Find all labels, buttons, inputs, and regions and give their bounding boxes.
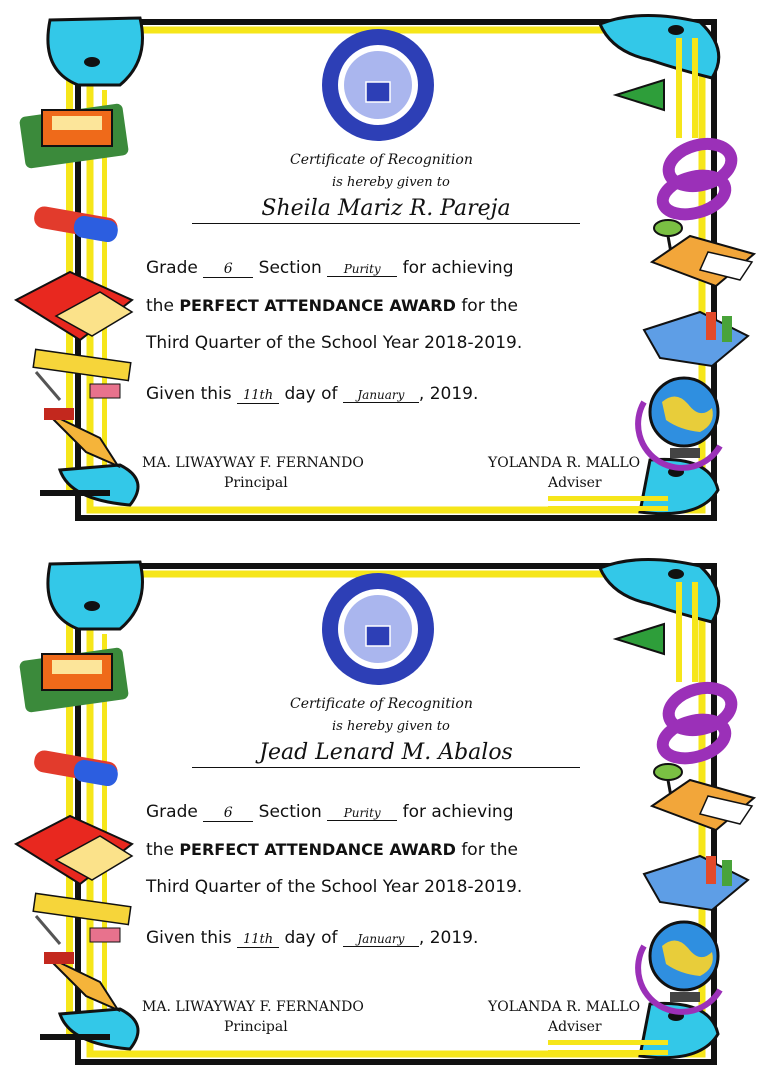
quarter-line: Third Quarter of the School Year 2018-2019.	[146, 877, 523, 897]
ruler-compass-clipart-icon	[33, 349, 131, 400]
year-value: , 2019.	[418, 384, 479, 404]
given-this-label: Given this	[146, 928, 232, 948]
certificate-title: Certificate of Recognition	[290, 696, 473, 712]
school-seal-icon	[322, 29, 434, 141]
achieving-label: for achieving	[402, 802, 514, 822]
award-name: PERFECT ATTENDANCE AWARD	[179, 840, 456, 859]
principal-name: MA. LIWAYWAY F. FERNANDO	[142, 999, 364, 1015]
grade-value: 6	[203, 261, 253, 278]
grade-value: 6	[203, 805, 253, 822]
paint-supplies-clipart-icon	[644, 856, 748, 910]
certificate-2	[0, 544, 768, 1074]
ruler-compass-clipart-icon	[33, 893, 131, 944]
paint-supplies-clipart-icon	[644, 312, 748, 366]
month-value: January	[343, 932, 419, 947]
recipient-name: Sheila Mariz R. Pareja	[192, 196, 580, 224]
year-value: , 2019.	[418, 928, 479, 948]
adviser-name: YOLANDA R. MALLO	[488, 999, 641, 1015]
grade-label: Grade	[146, 258, 198, 278]
achieving-label: for achieving	[402, 258, 514, 278]
section-label: Section	[258, 802, 322, 822]
the-label: the	[146, 296, 174, 316]
award-line	[146, 296, 518, 316]
given-this-label: Given this	[146, 384, 232, 404]
principal-role: Principal	[224, 1019, 288, 1035]
cassette-clipart-icon	[19, 647, 129, 713]
section-label: Section	[258, 258, 322, 278]
day-number: 11th	[237, 388, 279, 404]
the-label: the	[146, 840, 174, 860]
recipient-name: Jead Lenard M. Abalos	[192, 740, 580, 768]
quarter-line: Third Quarter of the School Year 2018-2019.	[146, 333, 523, 353]
certificate-title: Certificate of Recognition	[290, 152, 473, 168]
principal-role: Principal	[224, 475, 288, 491]
notebook-clipart-icon	[16, 816, 132, 884]
globe-clipart-icon	[638, 378, 720, 468]
grade-line	[146, 802, 514, 822]
purple-eight-icon	[658, 137, 736, 220]
for-the-label: for the	[461, 296, 518, 316]
day-number: 11th	[237, 932, 279, 948]
month-value: January	[343, 388, 419, 403]
adviser-role: Adviser	[548, 1019, 602, 1035]
for-the-label: for the	[461, 840, 518, 860]
certificate-1	[0, 0, 768, 530]
grade-label: Grade	[146, 802, 198, 822]
principal-name: MA. LIWAYWAY F. FERNANDO	[142, 455, 364, 471]
cassette-clipart-icon	[19, 103, 129, 169]
school-seal-icon	[322, 573, 434, 685]
award-name: PERFECT ATTENDANCE AWARD	[179, 296, 456, 315]
globe-clipart-icon	[638, 922, 720, 1012]
section-value: Purity	[327, 806, 397, 821]
day-of-label: day of	[284, 928, 338, 948]
given-date-line	[146, 384, 478, 404]
award-line	[146, 840, 518, 860]
day-of-label: day of	[284, 384, 338, 404]
section-value: Purity	[327, 262, 397, 277]
given-to-label: is hereby given to	[332, 175, 450, 190]
purple-eight-icon	[658, 681, 736, 764]
adviser-name: YOLANDA R. MALLO	[488, 455, 641, 471]
notebook-clipart-icon	[16, 272, 132, 340]
given-to-label: is hereby given to	[332, 719, 450, 734]
adviser-role: Adviser	[548, 475, 602, 491]
given-date-line	[146, 928, 478, 948]
grade-line	[146, 258, 514, 278]
